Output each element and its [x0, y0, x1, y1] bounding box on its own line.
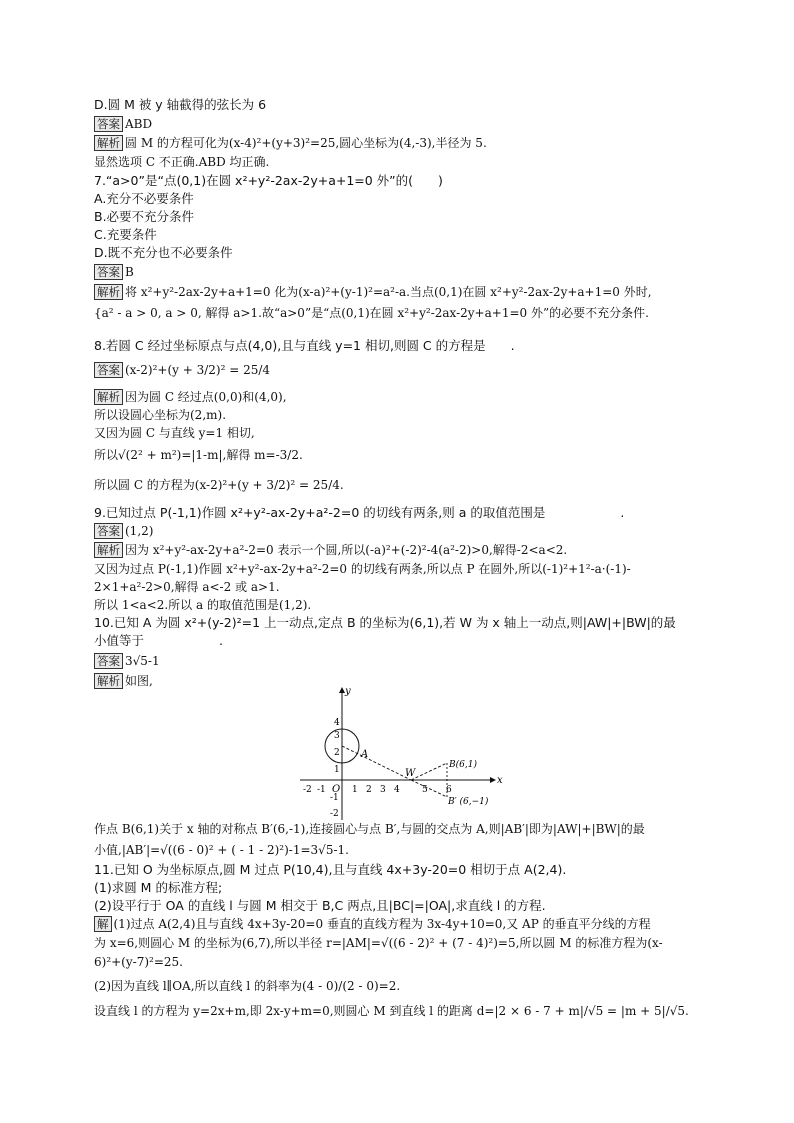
point-w-label: W — [405, 768, 416, 779]
answer-tag: 答案 — [94, 523, 123, 539]
x-tick: 2 — [366, 785, 372, 795]
answer-tag: 答案 — [94, 362, 123, 378]
x-tick: -1 — [317, 785, 326, 795]
dashed-line-a-w — [342, 746, 411, 780]
x-tick-labels — [303, 785, 452, 795]
option-b: B.必要不充分条件 — [94, 209, 195, 224]
answer-line: 答案 B — [94, 264, 134, 280]
coordinate-figure — [295, 685, 510, 825]
analysis-tag: 解析 — [94, 389, 123, 405]
text-line: 又因为过点 P(-1,1)作圆 x²+y²-ax-2y+a²-2=0 的切线有两条,所以点 P 在圆外,所以(-1)²+1²-a·(-1)- — [94, 562, 631, 576]
dashed-line-w-bprime — [411, 780, 447, 797]
y-tick: 1 — [334, 765, 340, 775]
text-line: 所以圆 C 的方程为(x-2)²+(y + 3/2)² = 25/4. — [94, 478, 344, 492]
text-line: 设直线 l 的方程为 y=2x+m,即 2x-y+m=0,则圆心 M 到直线 l 的距离 d=|2 × 6 - 7 + m|/√5 = |m + 5|/√5. — [94, 1004, 689, 1018]
text-line: 所以设圆心坐标为(2,m). — [94, 408, 227, 422]
text-line: {a² - a > 0, a > 0, 解得 a>1.故“a>0”是“点(0,1)在圆 x²+y²-2ax-2y+a+1=0 外”的必要不充分条件. — [94, 306, 649, 320]
option-d: D.圆 M 被 y 轴截得的弦长为 6 — [94, 97, 267, 112]
text-line: 所以 1<a<2.所以 a 的取值范围是(1,2). — [94, 598, 312, 612]
analysis-tag: 解析 — [94, 673, 123, 689]
answer-line: 答案 (x-2)²+(y + 3/2)² = 25/4 — [94, 362, 270, 378]
analysis-tag: 解析 — [94, 542, 123, 558]
text-line: 所以√(2² + m²)=|1-m|,解得 m=-3/2. — [94, 448, 303, 462]
answer-line: 答案 (1,2) — [94, 523, 153, 539]
text-line: 作点 B(6,1)关于 x 轴的对称点 B′(6,-1),连接圆心与点 B′,与圆的交点为 A,则|AB′|即为|AW|+|BW|的最 — [94, 822, 645, 836]
answer-tag: 答案 — [94, 264, 123, 280]
origin-label: O — [332, 784, 341, 795]
text-line: 小值,|AB′|=√((6 - 0)² + ( - 1 - 2)²)-1=3√5-1. — [94, 843, 349, 857]
option-c: C.充要条件 — [94, 227, 157, 242]
text-line: 为 x=6,则圆心 M 的坐标为(6,7),所以半径 r=|AM|=√((6 - 2)² + (7 - 4)²)=5,所以圆 M 的标准方程为(x- — [94, 936, 663, 950]
axis-y-label: y — [345, 686, 351, 697]
y-tick: -2 — [330, 809, 339, 819]
point-b-label: B(6,1) — [449, 760, 477, 770]
point-a-label: A — [361, 749, 369, 760]
y-tick: 2 — [334, 748, 340, 758]
question-11-part2: (2)设平行于 OA 的直线 l 与圆 M 相交于 B,C 两点,且|BC|=|OA|,求直线 l 的方程. — [94, 898, 546, 913]
text-line: 又因为圆 C 与直线 y=1 相切, — [94, 426, 255, 440]
option-a: A.充分不必要条件 — [94, 191, 194, 206]
x-tick: 3 — [380, 785, 386, 795]
x-tick: 4 — [394, 785, 400, 795]
text-line: 2×1+a²-2>0,解得 a<-2 或 a>1. — [94, 580, 280, 594]
y-tick: 4 — [334, 718, 340, 728]
y-tick: 3 — [334, 731, 340, 741]
x-tick: 6 — [446, 785, 452, 795]
text-line: 显然选项 C 不正确.ABD 均正确. — [94, 155, 270, 169]
question-8: 8.若圆 C 经过坐标原点与点(4,0),且与直线 y=1 相切,则圆 C 的方程是 . — [94, 338, 515, 353]
answer-line: 答案 3√5-1 — [94, 653, 160, 669]
point-bprime-label: B′ (6,−1) — [448, 797, 489, 807]
question-11: 11.已知 O 为坐标原点,圆 M 过点 P(10,4),且与直线 4x+3y-20=0 相切于点 A(2,4). — [94, 862, 567, 877]
text-line: 6)²+(y-7)²=25. — [94, 955, 183, 969]
answer-tag: 答案 — [94, 116, 123, 132]
analysis-line: 解析 如图, — [94, 673, 153, 689]
axis-x-label: x — [497, 775, 503, 786]
line-w-b — [411, 763, 447, 780]
option-d: D.既不充分也不必要条件 — [94, 245, 233, 260]
solution-tag: 解 — [94, 916, 112, 932]
analysis-line: 解析 因为 x²+y²-ax-2y+a²-2=0 表示一个圆,所以(-a)²+(-2)²-4(a²-2)>0,解得-2<a<2. — [94, 542, 567, 558]
answer-tag: 答案 — [94, 653, 123, 669]
answer-line: 答案 ABD — [94, 116, 152, 132]
x-tick: 5 — [422, 785, 428, 795]
x-tick: -2 — [303, 785, 312, 795]
question-11-part1: (1)求圆 M 的标准方程; — [94, 880, 223, 895]
question-7: 7.“a>0”是“点(0,1)在圆 x²+y²-2ax-2y+a+1=0 外”的( ) — [94, 173, 443, 188]
analysis-line: 解析 圆 M 的方程可化为(x-4)²+(y+3)²=25,圆心坐标为(4,-3),半径为 5. — [94, 135, 487, 151]
y-tick: -1 — [330, 793, 339, 803]
analysis-line: 解析 将 x²+y²-2ax-2y+a+1=0 化为(x-a)²+(y-1)²=a²-a.当点(0,1)在圆 x²+y²-2ax-2y+a+1=0 外时, — [94, 284, 652, 300]
question-10-cont: 小值等于 . — [94, 633, 223, 648]
text-line: (2)因为直线 l∥OA,所以直线 l 的斜率为(4 - 0)/(2 - 0)=2. — [94, 979, 401, 993]
solution-line: 解 (1)过点 A(2,4)且与直线 4x+3y-20=0 垂直的直线方程为 3x-4y+10=0,又 AP 的垂直平分线的方程 — [94, 916, 651, 932]
x-tick: 1 — [352, 785, 358, 795]
question-10: 10.已知 A 为圆 x²+(y-2)²=1 上一动点,定点 B 的坐标为(6,1),若 W 为 x 轴上一动点,则|AW|+|BW|的最 — [94, 615, 676, 630]
analysis-tag: 解析 — [94, 284, 123, 300]
analysis-tag: 解析 — [94, 135, 123, 151]
question-9: 9.已知过点 P(-1,1)作圆 x²+y²-ax-2y+a²-2=0 的切线有两条,则 a 的取值范围是 . — [94, 505, 625, 520]
analysis-line: 解析 因为圆 C 经过点(0,0)和(4,0), — [94, 389, 287, 405]
